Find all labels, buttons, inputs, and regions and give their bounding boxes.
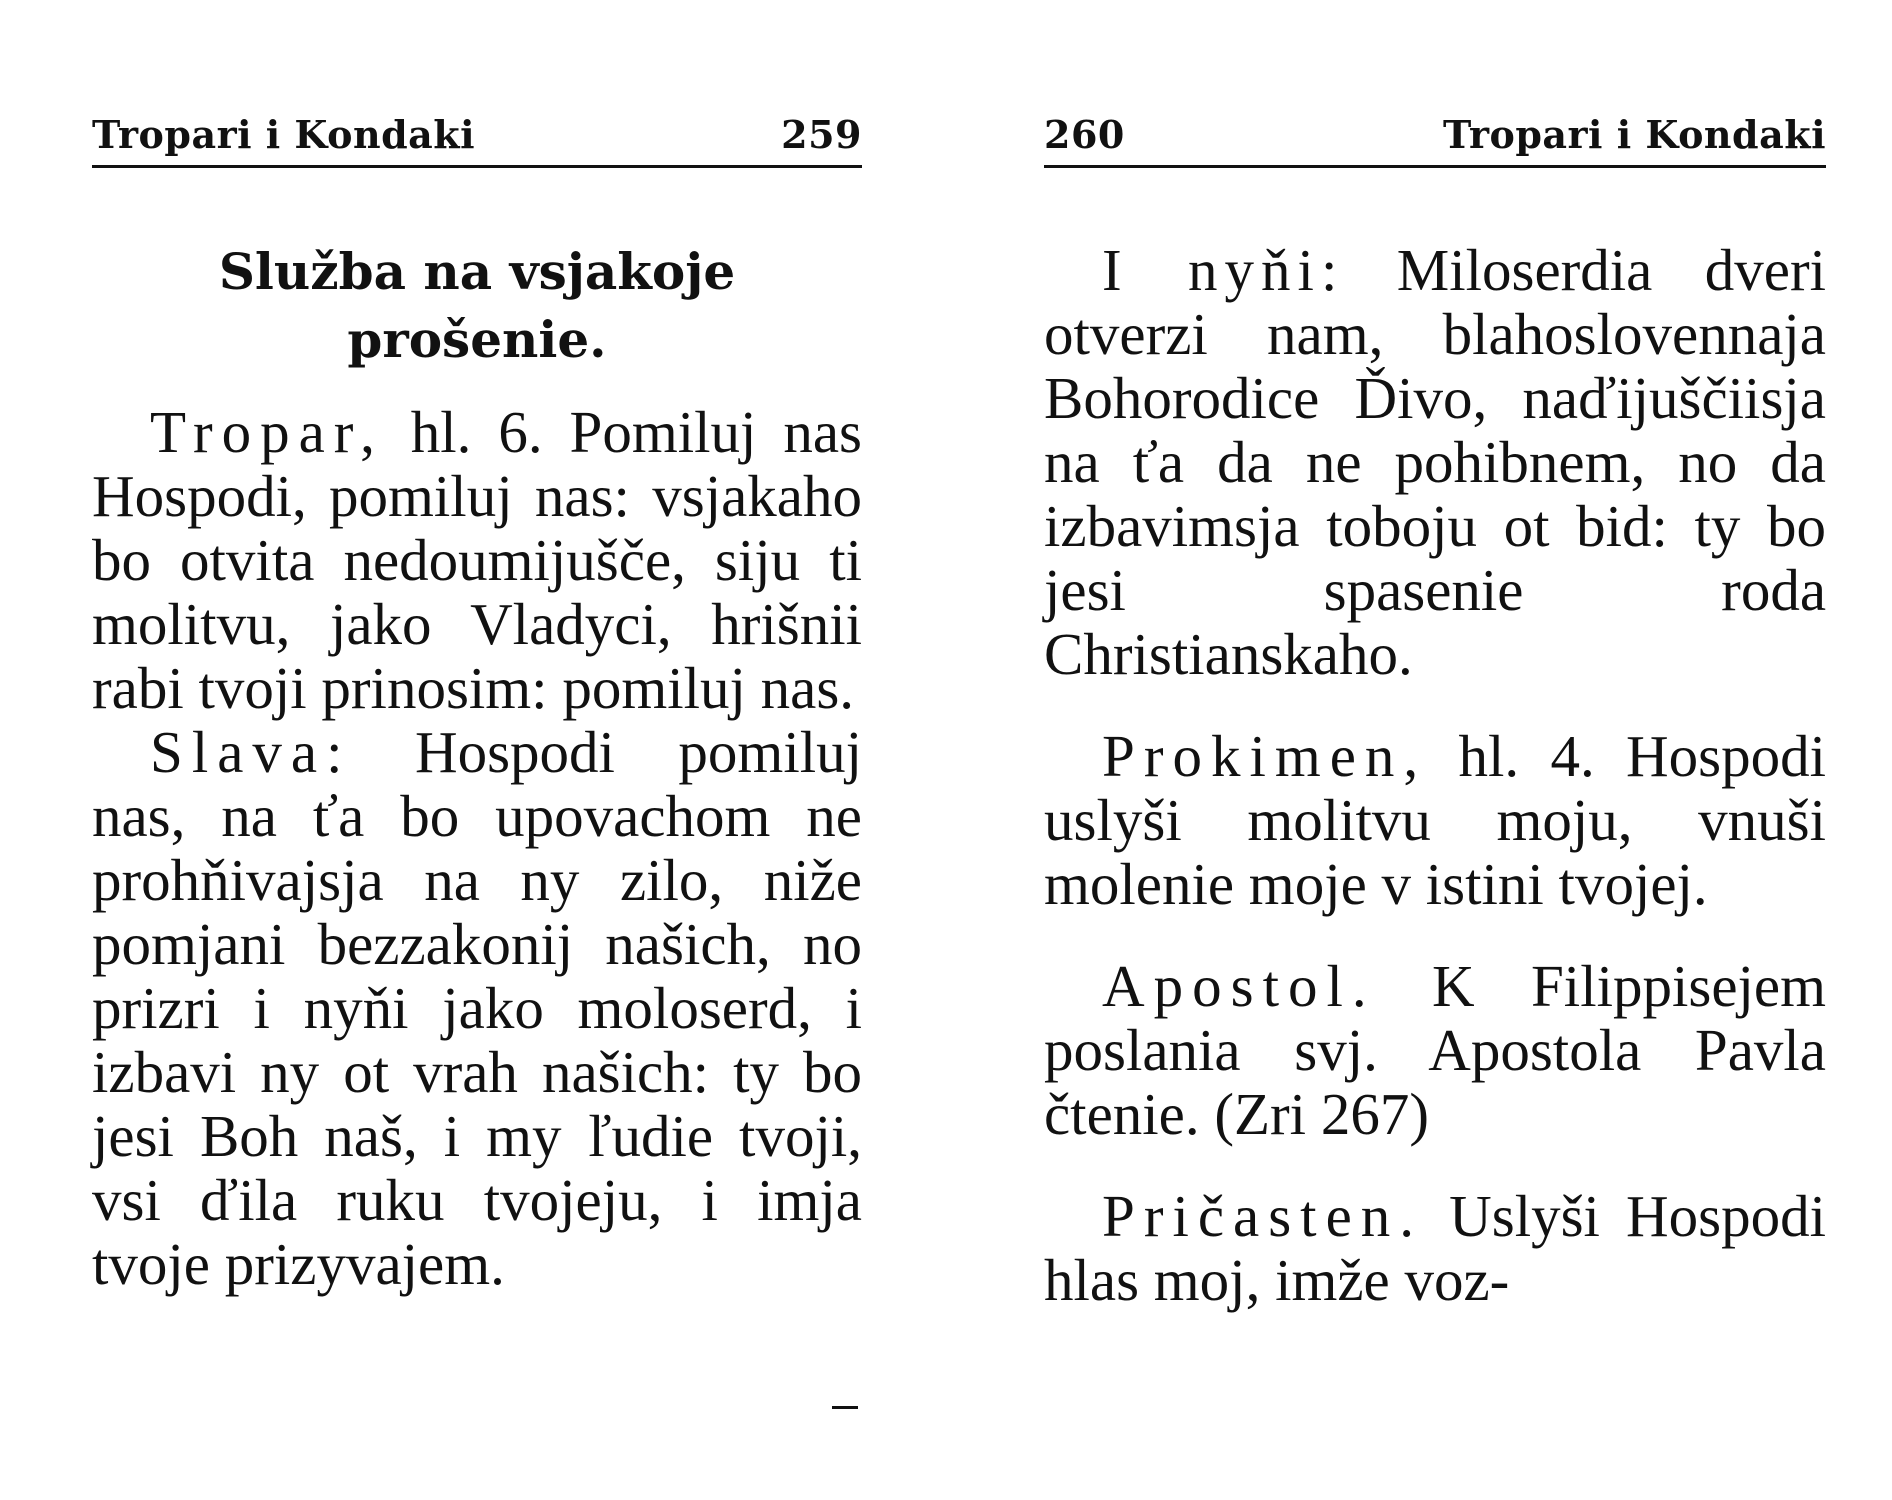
body-text-left [92, 400, 862, 1296]
paragraph-slava [92, 720, 862, 1296]
paragraph-prichasten [1044, 1184, 1826, 1312]
section-heading [92, 238, 862, 374]
section-heading-line-1: Služba na vsjakoje [218, 242, 736, 301]
running-title: Tropari i Kondaki [1442, 112, 1826, 157]
rubric: Tropar, [150, 399, 384, 465]
paragraph-i-nyni [1044, 238, 1826, 686]
paragraph-prokimen [1044, 724, 1826, 916]
page-number: 260 [1044, 112, 1125, 157]
running-title: Tropari i Kondaki [92, 112, 476, 157]
rubric: I nyňi: [1102, 237, 1345, 303]
rubric: Prokimen, [1102, 723, 1428, 789]
paragraph-text: Uslyši Hospodi hlas moj, imže voz- [1044, 1183, 1826, 1313]
paragraph-text: hl. 4. Hospodi uslyši molitvu moju, vnuši molenie moje v istini tvojej. [1044, 723, 1826, 917]
paragraph-text: Miloserdia dveri otverzi nam, blahoslovennaja Bohorodice Ďivo, naďijuščiisja na ťa da ne pohibnem, no da izbavimsja toboju ot bid: ty bo jesi spasenie roda Christianskaho. [1044, 237, 1826, 687]
section-heading-line-2: prošenie. [347, 310, 607, 369]
page-end-mark [832, 1406, 858, 1409]
paragraph-text: Hospodi pomiluj nas, na ťa bo upovachom ne prohňivajsja na ny zilo, niže pomjani bezzakonij našich, no prizri i nyňi jako moloserd, i izbavi ny ot vrah našich: ty bo jesi Boh naš, i my ľudie tvoji, vsi ďila ruku tvojeju, i imja tvoje prizyvajem. [92, 719, 862, 1297]
rubric: Slava: [150, 719, 352, 785]
paragraph-apostol [1044, 954, 1826, 1146]
page-number: 259 [781, 112, 862, 157]
rubric: Pričasten. [1102, 1183, 1424, 1249]
rubric: Apostol. [1102, 953, 1376, 1019]
running-head-left [92, 105, 862, 168]
body-text-right [1044, 238, 1826, 1312]
paragraph-text: hl. 6. Pomiluj nas Hospodi, pomiluj nas: vsjakaho bo otvita nedoumijušče, siju ti molitvu, jako Vladyci, hrišnii rabi tvoji prinosim: pomiluj nas. [92, 399, 862, 721]
running-head-right [1044, 105, 1826, 168]
paragraph-tropar [92, 400, 862, 720]
paragraph-text: K Filippisejem poslania svj. Apostola Pavla čtenie. (Zri 267) [1044, 953, 1826, 1147]
